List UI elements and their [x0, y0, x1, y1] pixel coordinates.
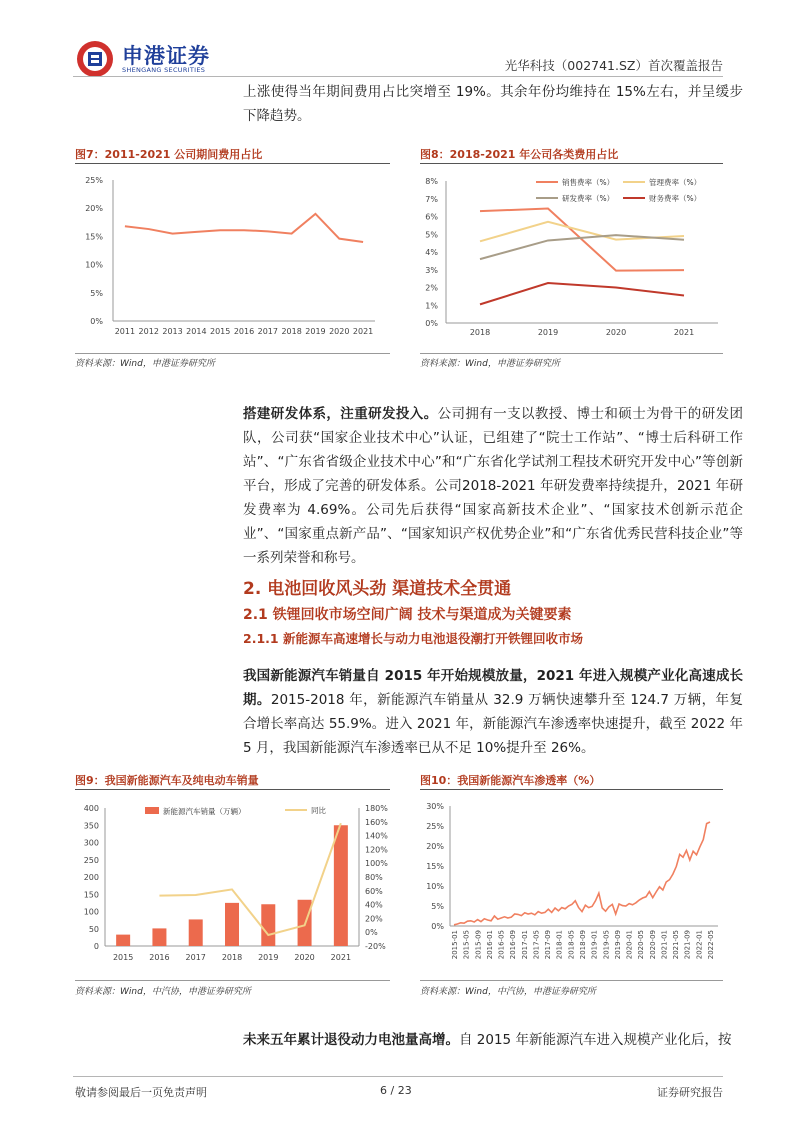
fig8-xtick: 2020 — [605, 328, 627, 337]
fig8-legend-label: 管理费率（%） — [649, 178, 702, 187]
ev-paragraph — [243, 664, 743, 760]
fig7-ytick: 5% — [90, 288, 103, 298]
fig10-xtick: 2017-05 — [532, 930, 541, 960]
fig10-xtick: 2018-01 — [555, 930, 564, 960]
fig9-xtick: 2015 — [112, 953, 134, 962]
page-number: 6 / 23 — [380, 1084, 412, 1097]
fig7-xtick: 2011 — [114, 327, 136, 336]
rd-paragraph-text: 公司拥有一支以教授、博士和硕士为骨干的研发团队，公司获“国家企业技术中心”认证，已组建了“院士工作站”、“博士后科研工作站”、“广东省省级企业技术中心”和“广东省化学试剂工程技术研究开发中心”等创新平台，形成了完善的研发体系。公司2018-2021 年研发费率持续提升，2021 年研发费率为 4.69%。公司先后获得“国家高新技术企业”、“国家技术创新示范企业”、“国家重点新产品”、“国家知识产权优势企业”和“广东省优秀民营科技企业”等一系列荣誉和称号。 — [243, 406, 744, 566]
intro-paragraph: 上涨使得当年期间费用占比突增至 19%。其余年份均维持在 15%左右，并呈缓步下降趋势。 — [243, 84, 743, 124]
ev-paragraph-text: 2015-2018 年，新能源汽车销量从 32.9 万辆快速攀升至 124.7 万辆，年复合增长率高达 55.9%。进入 2021 年，新能源汽车渗透率快速提升，截至 2022 年 5 月，我国新能源汽车渗透率已从不足 10%提升至 26%。 — [243, 692, 743, 756]
fig8-ytick: 8% — [425, 177, 438, 186]
fig7-ytick: 15% — [85, 232, 103, 242]
fig10-xtick: 2018-05 — [567, 930, 576, 960]
fig10-xtick: 2017-09 — [544, 930, 553, 960]
fig10-xtick: 2018-09 — [579, 930, 587, 960]
section-2-title: 2. 电池回收风头劲 渠道技术全贯通 — [243, 579, 512, 599]
fig7-xtick: 2012 — [138, 327, 159, 336]
fig10-xtick: 2015-01 — [451, 930, 459, 960]
fig8-ytick: 7% — [425, 194, 438, 204]
fig9-top-rule — [75, 789, 390, 790]
fig9-legend-label-line: 同比 — [311, 806, 326, 815]
fig9-xtick: 2020 — [294, 953, 315, 962]
fig10-xtick: 2022-01 — [695, 930, 704, 960]
fig8-ytick: 4% — [425, 248, 438, 257]
fig10-xtick: 2017-01 — [520, 930, 529, 960]
fig7-xtick: 2013 — [162, 327, 183, 336]
fig9-ytick-right: 40% — [365, 900, 383, 910]
fig7-xtick: 2014 — [186, 327, 207, 336]
fig10-xtick: 2016-09 — [509, 930, 518, 960]
fig8-ytick: 5% — [425, 230, 438, 240]
fig9-bar — [225, 903, 239, 946]
fig8-ytick: 0% — [425, 319, 438, 328]
rd-paragraph-lead: 搭建研发体系，注重研发投入。 — [243, 406, 438, 422]
footer-disclaimer: 敬请参阅最后一页免责声明 — [75, 1086, 207, 1099]
fig8-bottom-rule — [420, 353, 723, 354]
fig8-series-line-0 — [480, 209, 684, 271]
fig8-legend-label: 财务费率（%） — [649, 194, 702, 203]
fig7-series-line — [125, 214, 363, 242]
fig8-ytick: 3% — [425, 265, 438, 275]
fig7-top-rule — [75, 163, 390, 164]
fig9-ytick-right: 160% — [365, 817, 388, 827]
fig10-xtick: 2019-01 — [590, 930, 599, 960]
fig9-bar — [189, 919, 203, 946]
fig10-xtick: 2021-09 — [683, 930, 692, 960]
fig10-chart — [418, 796, 723, 976]
fig10-xtick: 2016-05 — [497, 930, 506, 960]
fig9-ytick-right: 180% — [365, 804, 388, 813]
fig10-xtick: 2015-05 — [462, 930, 471, 960]
fig10-xtick: 2015-09 — [474, 930, 483, 960]
fig8-ytick: 2% — [425, 283, 438, 293]
fig7-title: 图7：2011-2021 公司期间费用占比 — [75, 148, 263, 161]
footer-report-type: 证券研究报告 — [657, 1086, 723, 1099]
fig10-xtick: 2020-01 — [625, 930, 634, 960]
fig7-xtick: 2019 — [305, 327, 326, 336]
fig8-legend-label: 销售费率（%） — [562, 178, 615, 187]
fig7-ytick: 0% — [90, 317, 103, 326]
header-divider — [73, 76, 723, 77]
fig10-ytick: 25% — [426, 822, 444, 831]
fig9-ytick-right: 100% — [365, 859, 388, 869]
fig10-xtick: 2021-05 — [672, 930, 681, 960]
fig10-top-rule — [420, 789, 723, 790]
last-paragraph-lead: 未来五年累计退役动力电池量高增。 — [243, 1032, 459, 1048]
brand-logo-icon — [76, 40, 114, 78]
section-2-1-title: 2.1 铁锂回收市场空间广阔 技术与渠道成为关键要素 — [243, 607, 572, 623]
fig8-xtick: 2021 — [673, 328, 695, 337]
fig8-xtick: 2019 — [537, 328, 559, 337]
fig9-source: 资料来源：Wind，中汽协，申港证券研究所 — [75, 987, 251, 997]
fig7-chart — [75, 166, 390, 346]
fig8-ytick: 1% — [425, 301, 438, 311]
section-2-1-1-title: 2.1.1 新能源车高速增长与动力电池退役潮打开铁锂回收市场 — [243, 631, 583, 646]
fig9-bottom-rule — [75, 980, 390, 981]
fig10-ytick: 5% — [431, 902, 444, 911]
fig9-bar — [334, 825, 348, 946]
fig9-bar — [116, 935, 130, 946]
fig9-chart — [75, 796, 393, 971]
fig9-ytick-right: 120% — [365, 845, 388, 855]
fig9-ytick-left: 200 — [83, 873, 99, 882]
fig10-title: 图10：我国新能源汽车渗透率（%） — [420, 774, 601, 787]
fig7-xtick: 2020 — [329, 327, 350, 336]
report-title: 光华科技（002741.SZ）首次覆盖报告 — [504, 58, 723, 73]
fig7-xtick: 2017 — [257, 327, 278, 336]
fig10-ytick: 10% — [426, 882, 444, 891]
fig7-xtick: 2015 — [210, 327, 231, 336]
fig9-title: 图9：我国新能源汽车及纯电动车销量 — [75, 774, 259, 787]
fig7-xtick: 2018 — [281, 327, 302, 336]
fig8-legend-label: 研发费率（%） — [562, 194, 615, 203]
fig9-xtick: 2018 — [221, 953, 243, 962]
fig9-ytick-left: 150 — [83, 890, 99, 900]
fig7-xtick: 2016 — [233, 327, 255, 336]
fig10-xtick: 2022-05 — [707, 930, 715, 960]
brand-name: 申港证券 — [122, 44, 210, 68]
fig9-ytick-left: 0 — [93, 942, 99, 951]
fig9-xtick: 2021 — [330, 953, 352, 962]
fig7-source: 资料来源：Wind，申港证券研究所 — [75, 359, 215, 369]
fig7-bottom-rule — [75, 353, 390, 354]
fig9-ytick-left: 400 — [83, 804, 99, 813]
fig10-xtick: 2019-05 — [602, 930, 611, 960]
fig10-xtick: 2020-05 — [637, 930, 646, 960]
fig9-ytick-left: 250 — [83, 855, 99, 865]
fig9-bar — [152, 928, 166, 946]
last-paragraph-text: 自 2015 年新能源汽车进入规模产业化后，按 — [459, 1032, 732, 1048]
fig7-ytick: 25% — [85, 176, 103, 185]
fig8-source: 资料来源：Wind，申港证券研究所 — [420, 359, 560, 369]
fig8-xtick: 2018 — [469, 328, 491, 337]
fig7-ytick: 10% — [85, 260, 103, 270]
fig10-series-line — [454, 822, 710, 925]
fig9-xtick: 2016 — [149, 953, 170, 962]
ev-paragraph-lead: 我国新能源汽车销量自 2015 年开始规模放量，2021 年进入规模产业化高速成长期。 — [243, 668, 743, 708]
fig9-ytick-right: -20% — [365, 942, 386, 951]
fig9-ytick-right: 140% — [365, 831, 388, 841]
fig9-yoy-line — [159, 823, 340, 935]
fig8-title: 图8：2018-2021 年公司各类费用占比 — [420, 148, 619, 161]
fig10-source: 资料来源：Wind，中汽协，申港证券研究所 — [420, 987, 596, 997]
fig10-ytick: 15% — [426, 862, 444, 871]
fig10-bottom-rule — [420, 980, 723, 981]
brand-logo — [76, 40, 114, 78]
fig10-xtick: 2020-09 — [648, 930, 657, 960]
fig9-ytick-right: 80% — [365, 873, 383, 882]
fig8-series-line-3 — [480, 283, 684, 304]
footer-divider — [73, 1076, 723, 1077]
fig7-ytick: 20% — [85, 204, 103, 214]
rd-paragraph — [243, 402, 743, 570]
fig9-legend-label-bar: 新能源汽车销量（万辆） — [163, 807, 246, 816]
fig10-xtick: 2016-01 — [485, 930, 494, 960]
fig10-xtick: 2019-09 — [613, 930, 622, 960]
fig8-ytick: 6% — [425, 212, 438, 222]
fig9-xtick: 2017 — [185, 953, 206, 962]
fig9-ytick-left: 350 — [83, 821, 99, 831]
fig9-xtick: 2019 — [258, 953, 279, 962]
fig9-ytick-left: 300 — [83, 838, 99, 848]
fig10-ytick: 30% — [426, 802, 444, 811]
fig10-ytick: 0% — [431, 922, 444, 931]
fig9-ytick-left: 100 — [83, 907, 99, 917]
fig9-ytick-right: 0% — [365, 928, 378, 938]
fig8-chart — [418, 166, 723, 346]
fig9-ytick-right: 60% — [365, 886, 383, 896]
fig10-xtick: 2021-01 — [660, 930, 669, 960]
fig7-xtick: 2021 — [352, 327, 374, 336]
last-paragraph — [243, 1028, 743, 1052]
fig8-series-line-2 — [480, 235, 684, 259]
fig10-ytick: 20% — [426, 842, 444, 851]
fig9-legend-swatch-bar — [145, 807, 159, 814]
fig9-bar — [261, 904, 275, 946]
fig8-top-rule — [420, 163, 723, 164]
brand-name-en: SHENGANG SECURITIES — [122, 66, 206, 74]
fig9-ytick-right: 20% — [365, 914, 383, 924]
fig9-ytick-left: 50 — [88, 924, 99, 934]
